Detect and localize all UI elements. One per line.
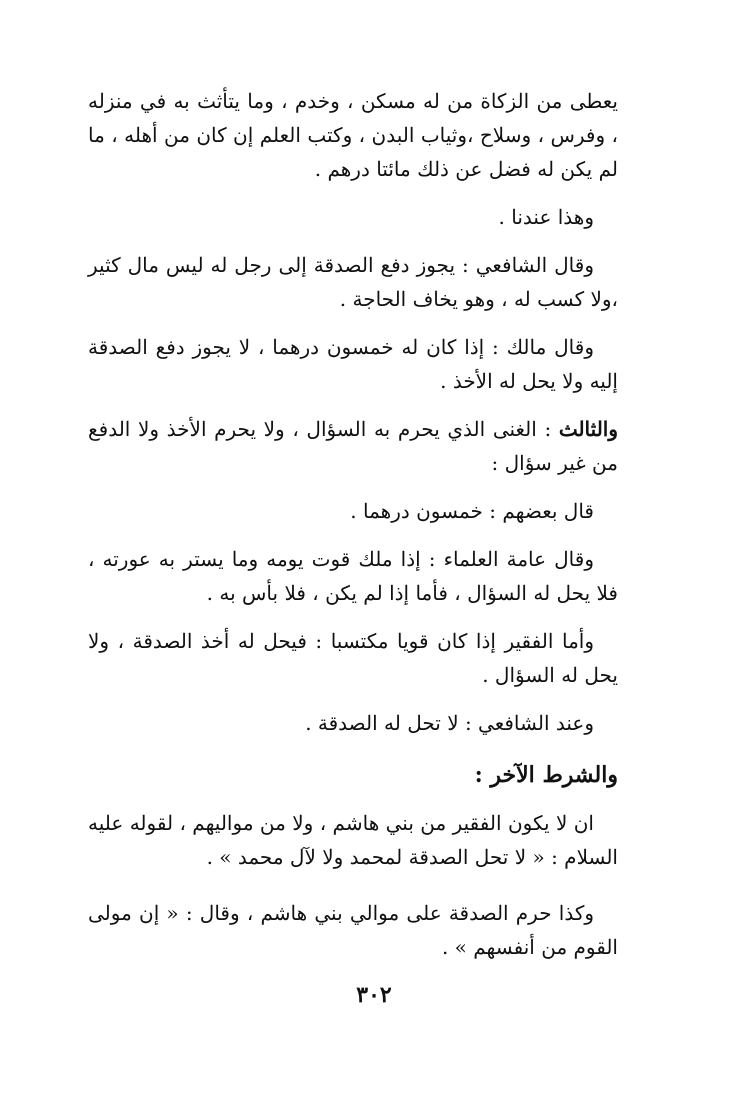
page-body xyxy=(88,84,618,978)
paragraph-mawali: وكذا حرم الصدقة على موالي بني هاشم ، وقال : « إن مولى القوم من أنفسهم » . xyxy=(88,901,618,959)
paragraph-shafii-prohibits: وعند الشافعي : لا تحل له الصدقة . xyxy=(305,711,594,735)
third-text: : الغنى الذي يحرم به السؤال ، ولا يحرم الأخذ ولا الدفع من غير سؤال : xyxy=(88,417,618,475)
paragraph-poor-earner: وأما الفقير إذا كان قويا مكتسبا : فيحل له أخذ الصدقة ، ولا يحل له السؤال . xyxy=(88,629,618,687)
paragraph-shafii-view: وقال الشافعي : يجوز دفع الصدقة إلى رجل له ليس مال كثير ،ولا كسب له ، وهو يخاف الحاجة . xyxy=(88,253,618,311)
paragraph-our-view: وهذا عندنا . xyxy=(498,205,594,229)
paragraph-some-said: قال بعضهم : خمسون درهما . xyxy=(350,499,594,523)
paragraph-malik-view: وقال مالك : إذا كان له خمسون درهما ، لا يجوز دفع الصدقة إليه ولا يحل له الأخذ . xyxy=(88,335,618,393)
paragraph-zakat-recipients: يعطى من الزكاة من له مسكن ، وخدم ، وما يتأثث به في منزله ، وفرس ، وسلاح ،وثياب البدن ، وكتب العلم إن كان من أهله ، ما لم يكن له فضل عن ذلك مائتا درهم . xyxy=(88,89,618,181)
paragraph-third-wealth xyxy=(88,412,618,480)
page-number: ٣٠٢ xyxy=(356,982,392,1008)
third-lead-word: والثالث xyxy=(558,417,618,441)
paragraph-scholars-view: وقال عامة العلماء : إذا ملك قوت يومه وما يستر به عورته ، فلا يحل له السؤال ، فأما إذا لم يكن ، فلا بأس به . xyxy=(88,547,618,605)
section-heading-last-condition: والشرط الآخر : xyxy=(474,762,618,788)
paragraph-bani-hashim: ان لا يكون الفقير من بني هاشم ، ولا من مواليهم ، لقوله عليه السلام : « لا تحل الصدقة لمحمد ولا لآل محمد » . xyxy=(88,811,618,869)
